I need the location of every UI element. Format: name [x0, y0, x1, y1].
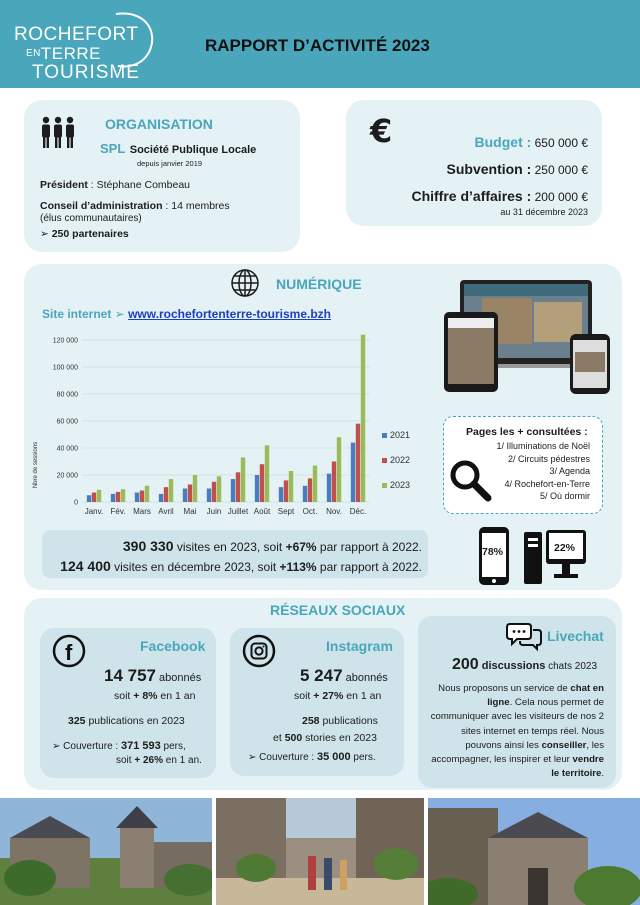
x-tick-label: Oct.	[302, 507, 318, 516]
conseil-note: (élus communautaires)	[40, 213, 142, 224]
instagram-growth: soit + 27% en 1 an	[294, 690, 382, 702]
instagram-title: Instagram	[326, 638, 393, 654]
y-tick-label: 40 000	[56, 445, 78, 453]
chat-icon	[506, 620, 542, 652]
instagram-icon	[242, 634, 276, 668]
facebook-icon	[52, 634, 86, 668]
livechat-discussions: 200 discussions chats 2023	[452, 656, 598, 673]
x-tick-label: Juin	[206, 507, 222, 516]
page-item: 3/ Agenda	[549, 466, 590, 476]
bar-2022-0	[92, 493, 96, 502]
president-line: Président : Stéphane Combeau	[40, 179, 191, 191]
site-line: Site internet ➢ www.rochefortenterre-tourisme.bzh	[42, 307, 331, 321]
x-tick-label: Avril	[158, 507, 174, 516]
logo-line3: TOURISME	[32, 62, 140, 83]
x-tick-label: Juillet	[227, 507, 249, 516]
spl-since: depuis janvier 2019	[137, 159, 203, 168]
y-tick-label: 60 000	[56, 418, 78, 426]
chart-ylabel: Nbre de sessions	[33, 441, 39, 489]
site-link[interactable]: www.rochefortenterre-tourisme.bzh	[128, 307, 331, 321]
y-tick-label: 120 000	[52, 337, 78, 345]
facebook-title: Facebook	[140, 638, 206, 654]
legend-label: 2021	[390, 430, 411, 440]
bar-2022-9	[308, 478, 312, 502]
svg-text:f: f	[65, 640, 73, 665]
bar-2022-6	[236, 472, 240, 502]
x-tick-label: Mai	[183, 507, 197, 516]
bar-2021-4	[183, 489, 187, 503]
y-tick-label: 80 000	[56, 391, 78, 399]
pages-title: Pages les + consultées :	[466, 426, 588, 438]
page-item: 4/ Rochefort-en-Terre	[504, 478, 590, 489]
bar-2023-6	[241, 457, 245, 502]
bar-2021-10	[327, 474, 331, 502]
bar-2022-8	[284, 480, 288, 502]
livechat-description: Nous proposons un service de chat en ligne. Cela nous permet de communiquer avec les visiteurs de nos 2 sites internet en temps réel. Nous pouvons ainsi les conseiller, les accompagner, les inspirer et leur vendre le territoire.	[430, 683, 604, 780]
bar-2022-3	[164, 487, 168, 502]
bar-2023-10	[337, 437, 341, 502]
facebook-couverture-growth: soit + 26% en 1 an.	[116, 755, 202, 766]
numerique-title: NUMÉRIQUE	[276, 276, 362, 292]
mobile-share: 78%	[482, 546, 504, 558]
bar-2021-0	[87, 495, 91, 502]
globe-icon	[230, 268, 260, 298]
bar-2021-3	[159, 494, 163, 502]
subvention-line: Subvention : 250 000 €	[446, 161, 588, 177]
facebook-growth: soit + 8% en 1 an	[114, 690, 196, 702]
bar-2021-2	[135, 493, 139, 502]
bar-2023-5	[217, 476, 221, 502]
bar-2023-9	[313, 466, 317, 502]
magnifier-icon	[448, 458, 492, 502]
x-tick-label: Sept	[277, 507, 295, 516]
bar-2023-7	[265, 445, 269, 502]
bar-2022-5	[212, 482, 216, 502]
bar-2021-5	[207, 489, 211, 503]
legend-swatch	[382, 433, 387, 438]
pages-list	[496, 440, 590, 503]
facebook-couverture: ➢ Couverture : 371 593 pers,	[52, 740, 186, 752]
organisation-title: ORGANISATION	[105, 116, 213, 132]
bar-2021-11	[351, 443, 355, 502]
x-tick-label: Fév.	[110, 507, 126, 516]
bar-2022-10	[332, 462, 336, 503]
page-item: 2/ Circuits pédestres	[507, 453, 590, 464]
x-tick-label: Mars	[133, 507, 151, 516]
photo-castle	[0, 798, 212, 905]
stat1-line: 390 330 visites en 2023, soit +67% par rapport à 2022.	[122, 538, 422, 554]
bar-2021-1	[111, 494, 115, 502]
bar-2021-6	[231, 479, 235, 502]
logo-line1: ROCHEFORT	[14, 24, 139, 45]
bar-2023-3	[169, 479, 173, 502]
photo-street	[216, 798, 424, 905]
bar-2022-2	[140, 491, 144, 502]
bar-2023-2	[145, 486, 149, 502]
sessions-chart	[28, 328, 428, 524]
bar-2021-8	[279, 487, 283, 502]
livechat-title: Livechat	[547, 628, 604, 644]
bar-2022-11	[356, 424, 360, 502]
bar-2023-8	[289, 471, 293, 502]
y-tick-label: 20 000	[56, 472, 78, 480]
x-tick-label: Déc.	[349, 507, 367, 516]
desktop-share: 22%	[554, 542, 576, 554]
bar-2023-0	[97, 490, 101, 502]
facebook-publications: 325 publications en 2023	[68, 715, 185, 727]
bar-2021-9	[303, 486, 307, 502]
ca-line: Chiffre d’affaires : 200 000 €	[411, 188, 588, 204]
people-icon	[40, 116, 76, 150]
budget-line: Budget : 650 000 €	[474, 134, 588, 150]
stat2-line: 124 400 visites en décembre 2023, soit +113% par rapport à 2022.	[60, 558, 422, 574]
legend-label: 2023	[390, 480, 411, 490]
desktop-icon	[522, 528, 588, 586]
instagram-publications: 258 publications	[302, 715, 378, 727]
finance-date: au 31 décembre 2023	[500, 207, 588, 217]
euro-icon: €	[370, 112, 393, 150]
y-tick-label: 0	[74, 499, 78, 507]
conseil-line: Conseil d’administration : 14 membres	[40, 200, 230, 212]
x-tick-label: Août	[253, 507, 271, 516]
instagram-couverture: ➢ Couverture : 35 000 pers.	[248, 751, 376, 763]
bar-2023-1	[121, 489, 125, 502]
x-tick-label: Nov.	[326, 507, 342, 516]
bar-2022-7	[260, 464, 264, 502]
page-item: 1/ Illuminations de Noël	[496, 441, 590, 451]
bar-2021-7	[255, 475, 259, 502]
bar-2022-4	[188, 484, 192, 502]
x-tick-label: Janv.	[84, 507, 104, 516]
instagram-stories: et 500 stories en 2023	[273, 732, 377, 744]
reseaux-title: RÉSEAUX SOCIAUX	[270, 602, 406, 618]
instagram-abonnes: 5 247 abonnés	[300, 666, 388, 685]
y-tick-label: 100 000	[52, 364, 78, 372]
legend-label: 2022	[390, 455, 411, 465]
spl-line: SPL Société Publique Locale	[100, 141, 257, 156]
logo	[14, 10, 154, 83]
bar-2022-1	[116, 492, 120, 502]
facebook-abonnes: 14 757 abonnés	[104, 666, 202, 685]
page-item: 5/ Où dormir	[539, 491, 590, 501]
legend-swatch	[382, 483, 387, 488]
partners-line: ➢ 250 partenaires	[40, 228, 129, 240]
bar-2023-4	[193, 475, 197, 502]
bar-2023-11	[361, 335, 365, 502]
devices-illustration	[442, 276, 614, 396]
legend-swatch	[382, 458, 387, 463]
logo-line2: ENTERRE	[26, 44, 102, 63]
report-title: RAPPORT D’ACTIVITÉ 2023	[205, 36, 430, 55]
photo-courtyard	[428, 798, 640, 905]
